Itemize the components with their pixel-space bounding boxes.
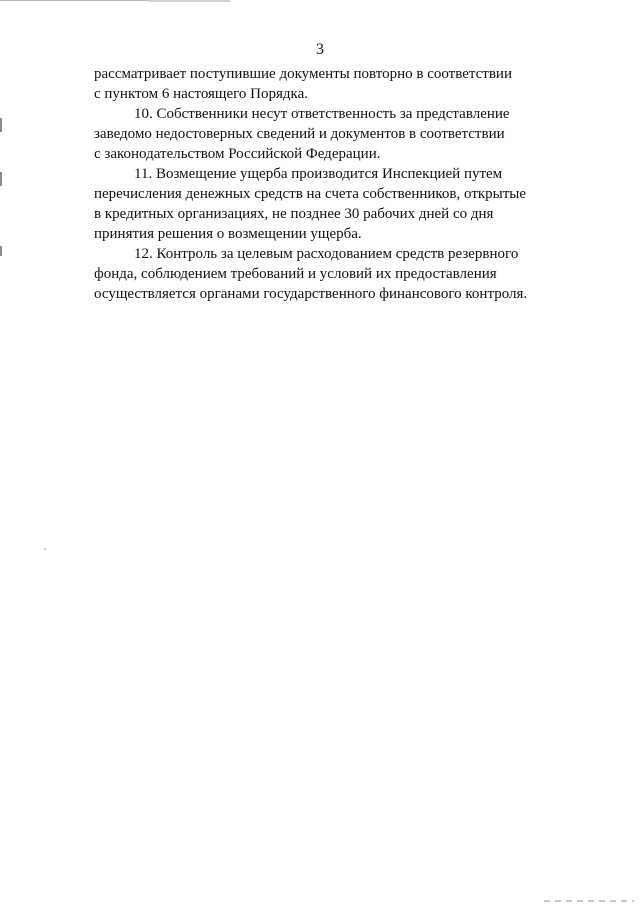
scan-corner-artifact — [544, 900, 634, 902]
page-number: 3 — [316, 41, 324, 58]
margin-binding-mark — [0, 118, 2, 132]
paragraph-item-12: 12. Контроль за целевым расходованием средств резервного фонда, соблюдением требований и условий их предоставления осуществляется органами государственного финансового контроля. — [94, 246, 528, 302]
paragraph-item-10: 10. Собственники несут ответственность за представление заведомо недостоверных сведений и документов в соответствии с законодательством Российской Федерации. — [94, 106, 510, 162]
document-body — [94, 64, 584, 304]
scan-edge-line-secondary — [150, 0, 230, 2]
paragraph-item-11: 11. Возмещение ущерба производится Инспекцией путем перечисления денежных средств на счета собственников, открытые в кредитных организациях, не позднее 30 рабочих дней со дня принятия решения о возмещении ущерба. — [94, 166, 527, 242]
paragraph-continuation: рассматривает поступившие документы повторно в соответствии с пунктом 6 настоящего Порядка. — [94, 66, 512, 102]
margin-binding-mark — [0, 246, 2, 256]
scan-speck — [44, 548, 46, 550]
margin-binding-mark — [0, 172, 2, 186]
